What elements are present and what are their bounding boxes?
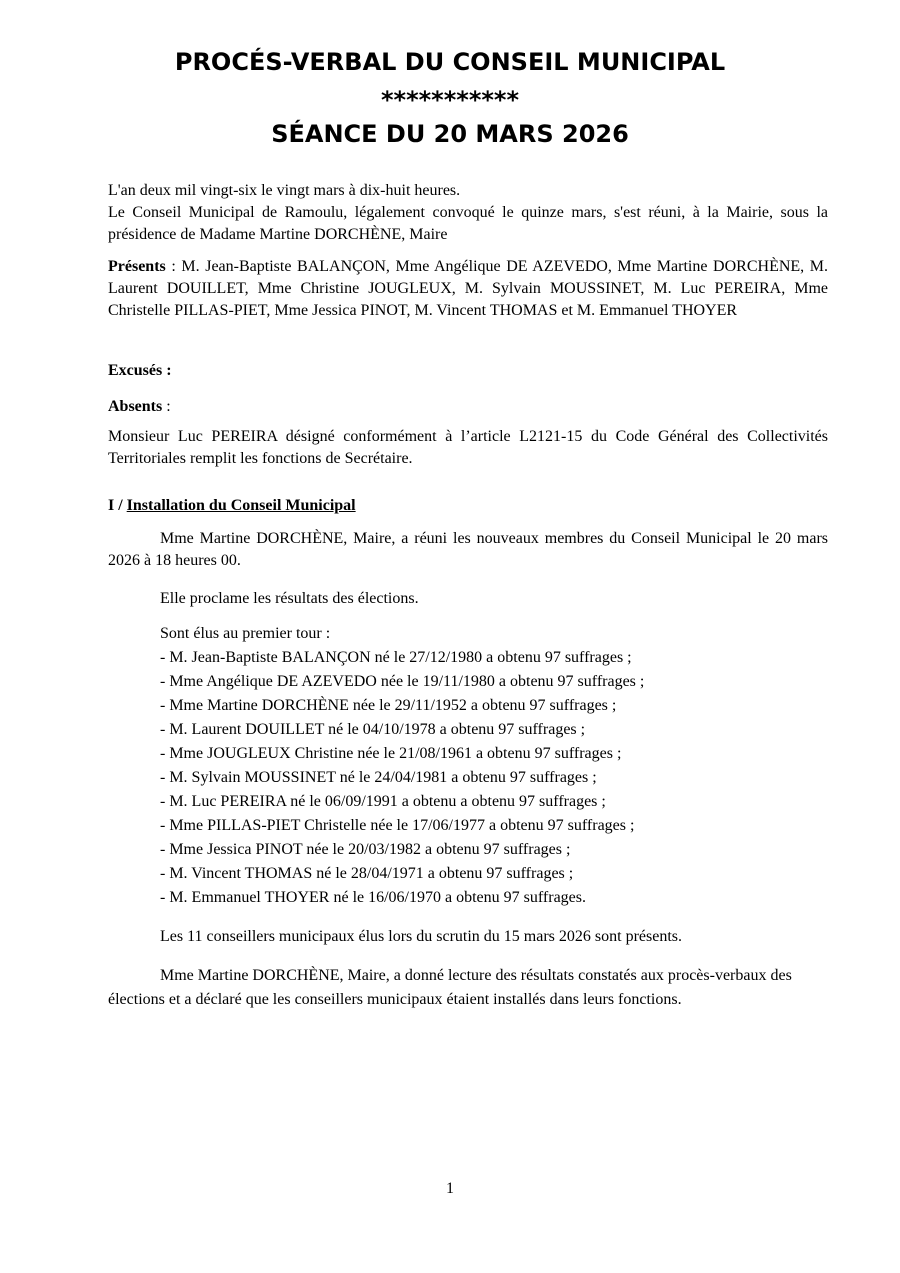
section-title: Installation du Conseil Municipal	[126, 497, 356, 514]
attendance-excuses: Excusés :	[108, 362, 172, 379]
list-item: - M. Sylvain MOUSSINET né le 24/04/1981 a obtenu 97 suffrages ;	[160, 769, 597, 786]
list-item: - Mme Jessica PINOT née le 20/03/1982 a obtenu 97 suffrages ;	[160, 841, 571, 858]
present-count-paragraph: Les 11 conseillers municipaux élus lors du scrutin du 15 mars 2026 sont présents.	[160, 928, 682, 945]
section-number: I /	[108, 497, 127, 514]
proclamation-paragraph: Elle proclame les résultats des élections.	[160, 590, 419, 607]
elected-list	[160, 622, 828, 910]
list-item: - M. Vincent THOMAS né le 28/04/1971 a obtenu 97 suffrages ;	[160, 865, 574, 882]
elected-intro: Sont élus au premier tour :	[160, 625, 331, 642]
attendance-absents	[108, 396, 828, 418]
intro-convocation: Le Conseil Municipal de Ramoulu, légalement convoqué le quinze mars, s'est réuni, à la Mairie, sous la présidence de Madame Martine DORCHÈNE, Maire	[108, 204, 828, 243]
page-number: 1	[446, 1180, 454, 1197]
list-item: - Mme JOUGLEUX Christine née le 21/08/1961 a obtenu 97 suffrages ;	[160, 745, 622, 762]
document-title: PROCÉS-VERBAL DU CONSEIL MUNICIPAL	[174, 48, 726, 76]
installation-paragraph: Mme Martine DORCHÈNE, Maire, a réuni les nouveaux membres du Conseil Municipal le 20 mars 2026 à 18 heures 00.	[108, 530, 828, 569]
intro-date: L'an deux mil vingt-six le vingt mars à dix-huit heures.	[108, 182, 461, 199]
secretary-designation: Monsieur Luc PEREIRA désigné conformément à l’article L2121-15 du Code Général des Collectivités Territoriales remplit les fonctions de Secrétaire.	[108, 428, 828, 467]
attendance-presents	[108, 256, 828, 322]
list-item: - M. Luc PEREIRA né le 06/09/1991 a obtenu a obtenu 97 suffrages ;	[160, 793, 606, 810]
list-item: - Mme PILLAS-PIET Christelle née le 17/06/1977 a obtenu 97 suffrages ;	[160, 817, 635, 834]
list-item: - M. Laurent DOUILLET né le 04/10/1978 a obtenu 97 suffrages ;	[160, 721, 586, 738]
introduction	[108, 180, 828, 246]
absents-label: Absents	[108, 398, 163, 415]
presents-list: : M. Jean-Baptiste BALANÇON, Mme Angélique DE AZEVEDO, Mme Martine DORCHÈNE, M. Laurent DOUILLET, Mme Christine JOUGLEUX, M. Sylvain MOUSSINET, M. Luc PEREIRA, Mme Christelle PILLAS-PIET, Mme Jessica PINOT, M. Vincent THOMAS et M. Emmanuel THOYER	[108, 258, 828, 319]
absents-value: :	[162, 398, 171, 415]
list-item: - M. Emmanuel THOYER né le 16/06/1970 a obtenu 97 suffrages.	[160, 889, 586, 906]
list-item: - M. Jean-Baptiste BALANÇON né le 27/12/1980 a obtenu 97 suffrages ;	[160, 649, 632, 666]
presents-label: Présents	[108, 258, 166, 275]
title-separator: ***********	[380, 86, 520, 114]
list-item: - Mme Angélique DE AZEVEDO née le 19/11/1980 a obtenu 97 suffrages ;	[160, 673, 645, 690]
lecture-paragraph: Mme Martine DORCHÈNE, Maire, a donné lecture des résultats constatés aux procès-verbaux des élections et a déclaré que les conseillers municipaux étaient installés dans leurs fonctions.	[108, 967, 792, 1008]
session-title: SÉANCE DU 20 MARS 2026	[271, 120, 629, 148]
list-item: - Mme Martine DORCHÈNE née le 29/11/1952 a obtenu 97 suffrages ;	[160, 697, 617, 714]
section-heading	[108, 495, 828, 517]
